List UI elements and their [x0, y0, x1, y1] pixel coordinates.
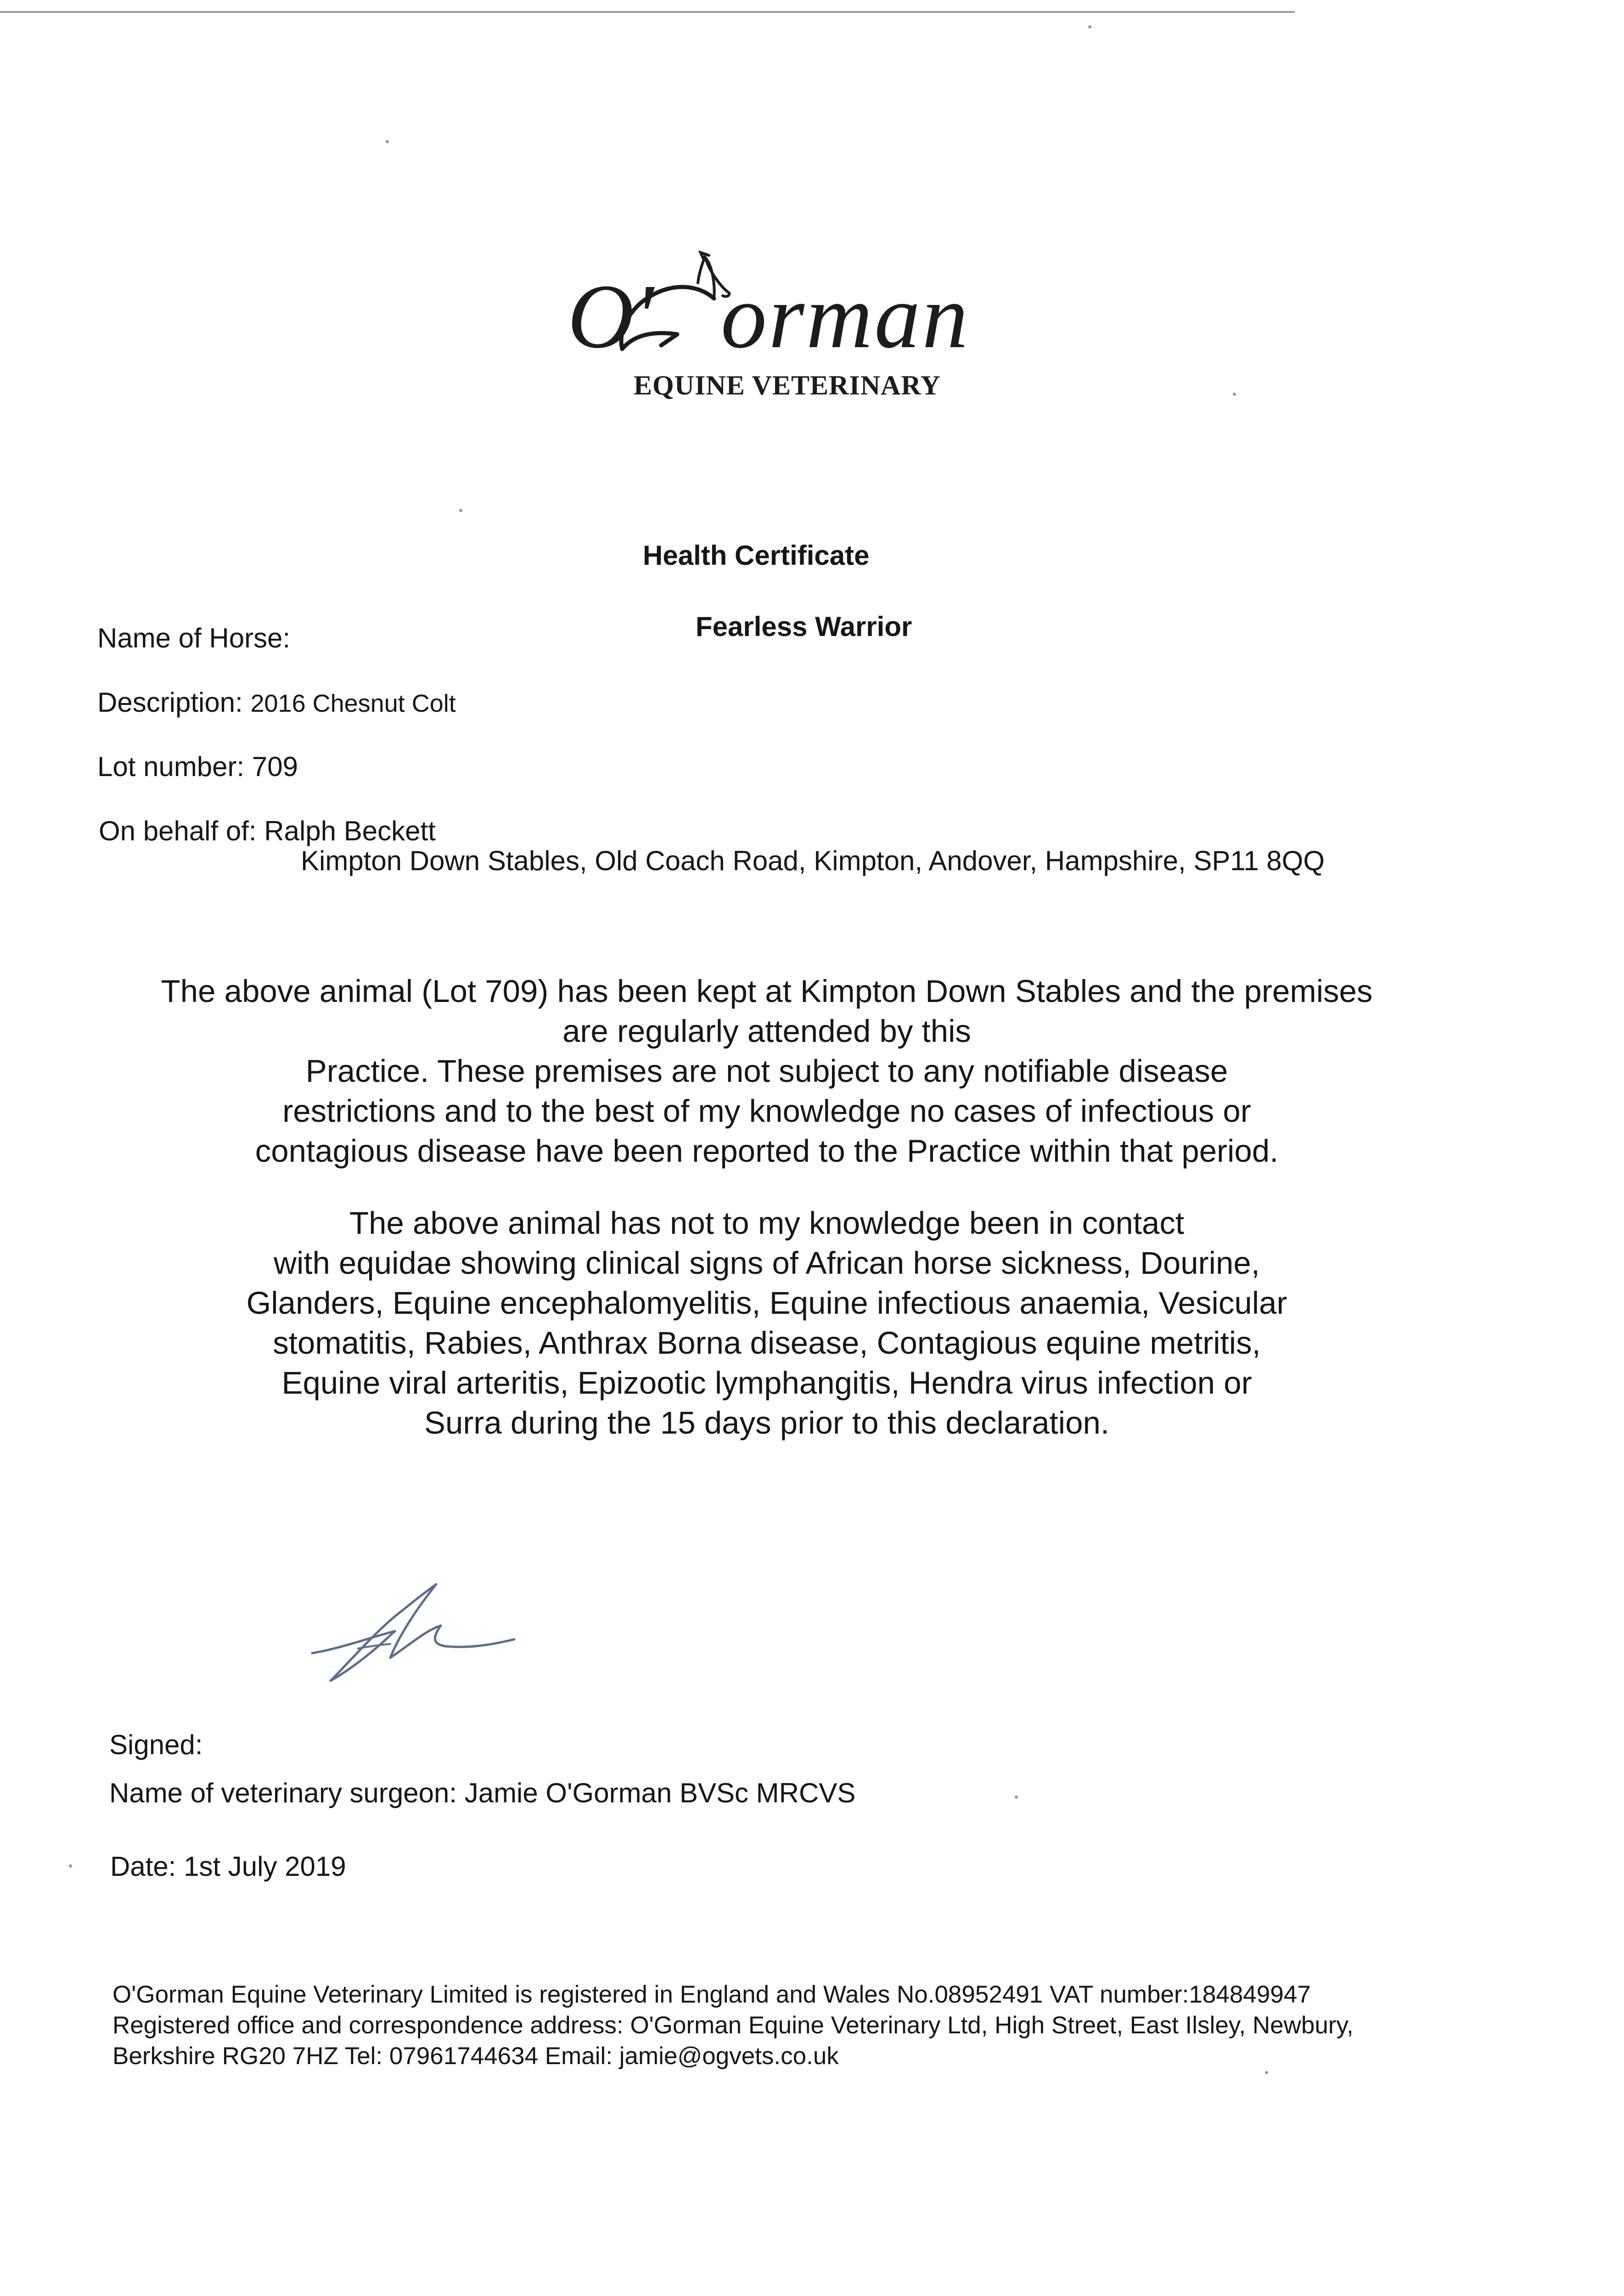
paragraph-line: Surra during the 15 days prior to this declaration. — [424, 1405, 1109, 1441]
scan-speck — [1233, 393, 1236, 396]
behalf-address: Kimpton Down Stables, Old Coach Road, Kimpton, Andover, Hampshire, SP11 8QQ — [301, 845, 1325, 876]
scan-edge-line — [0, 11, 1295, 13]
lot-number-value: 709 — [252, 751, 298, 782]
logo-prefix: O' — [568, 266, 654, 367]
paragraph-line: restrictions and to the best of my knowledge no cases of infectious or — [282, 1093, 1251, 1129]
date-row — [110, 1851, 346, 1882]
date-label: Date: — [110, 1851, 176, 1882]
handwritten-signature — [303, 1580, 519, 1694]
scan-speck — [459, 509, 462, 512]
paragraph-line: contagious disease have been reported to the Practice within that period. — [255, 1133, 1279, 1169]
footer-line: O'Gorman Equine Veterinary Limited is registered in England and Wales No.08952491 VAT number:184849947 — [112, 1981, 1311, 2008]
registration-footer — [112, 1979, 1354, 2071]
scan-speck — [1265, 2071, 1268, 2074]
lot-number-row — [97, 751, 298, 782]
lot-number-label: Lot number: — [97, 751, 245, 782]
footer-line: Berkshire RG20 7HZ Tel: 07961744634 Email: jamie@ogvets.co.uk — [112, 2043, 839, 2070]
surgeon-row — [109, 1777, 855, 1809]
horse-name-value: Fearless Warrior — [696, 611, 912, 642]
paragraph-line: with equidae showing clinical signs of African horse sickness, Dourine, — [274, 1245, 1260, 1281]
date-value: 1st July 2019 — [184, 1851, 346, 1882]
surgeon-label: Name of veterinary surgeon: — [109, 1778, 457, 1808]
behalf-label: On behalf of: — [99, 816, 257, 846]
behalf-row — [99, 815, 436, 847]
footer-line: Registered office and correspondence address: O'Gorman Equine Veterinary Ltd, High Street, East Ilsley, Newbury, — [112, 2012, 1354, 2039]
letterhead-logo — [551, 239, 992, 413]
paragraph-line: Glanders, Equine encephalomyelitis, Equine infectious anaemia, Vesicular — [246, 1285, 1287, 1321]
scan-speck — [1088, 25, 1091, 28]
certificate-title: Health Certificate — [643, 540, 870, 571]
description-label: Description: — [97, 687, 243, 718]
declaration-paragraph-contact — [181, 1203, 1352, 1443]
behalf-name: Ralph Beckett — [264, 816, 436, 846]
surgeon-name: Jamie O'Gorman BVSc MRCVS — [464, 1778, 856, 1808]
paragraph-line: Practice. These premises are not subject to any notifiable disease — [305, 1053, 1228, 1089]
paragraph-line: The above animal (Lot 709) has been kept at Kimpton Down Stables and the premises — [161, 974, 1373, 1009]
horse-name-label: Name of Horse: — [97, 623, 291, 653]
logo-wordmark: orman — [721, 266, 970, 367]
logo-subtitle: EQUINE VETERINARY — [634, 370, 941, 400]
paragraph-line: The above animal has not to my knowledge been in contact — [349, 1205, 1185, 1241]
description-value: 2016 Chesnut Colt — [250, 690, 456, 717]
scan-speck — [69, 1864, 72, 1868]
paragraph-line: Equine viral arteritis, Epizootic lymphangitis, Hendra virus infection or — [281, 1365, 1252, 1401]
scan-speck — [1015, 1795, 1018, 1799]
scan-speck — [386, 140, 389, 143]
horse-head-icon — [597, 239, 735, 358]
declaration-paragraph-premises — [124, 971, 1410, 1171]
signed-label: Signed: — [109, 1729, 203, 1760]
description-row — [97, 687, 456, 718]
paragraph-line: stomatitis, Rabies, Anthrax Borna disease, Contagious equine metritis, — [273, 1325, 1261, 1361]
paragraph-line: are regularly attended by this — [562, 1013, 971, 1049]
